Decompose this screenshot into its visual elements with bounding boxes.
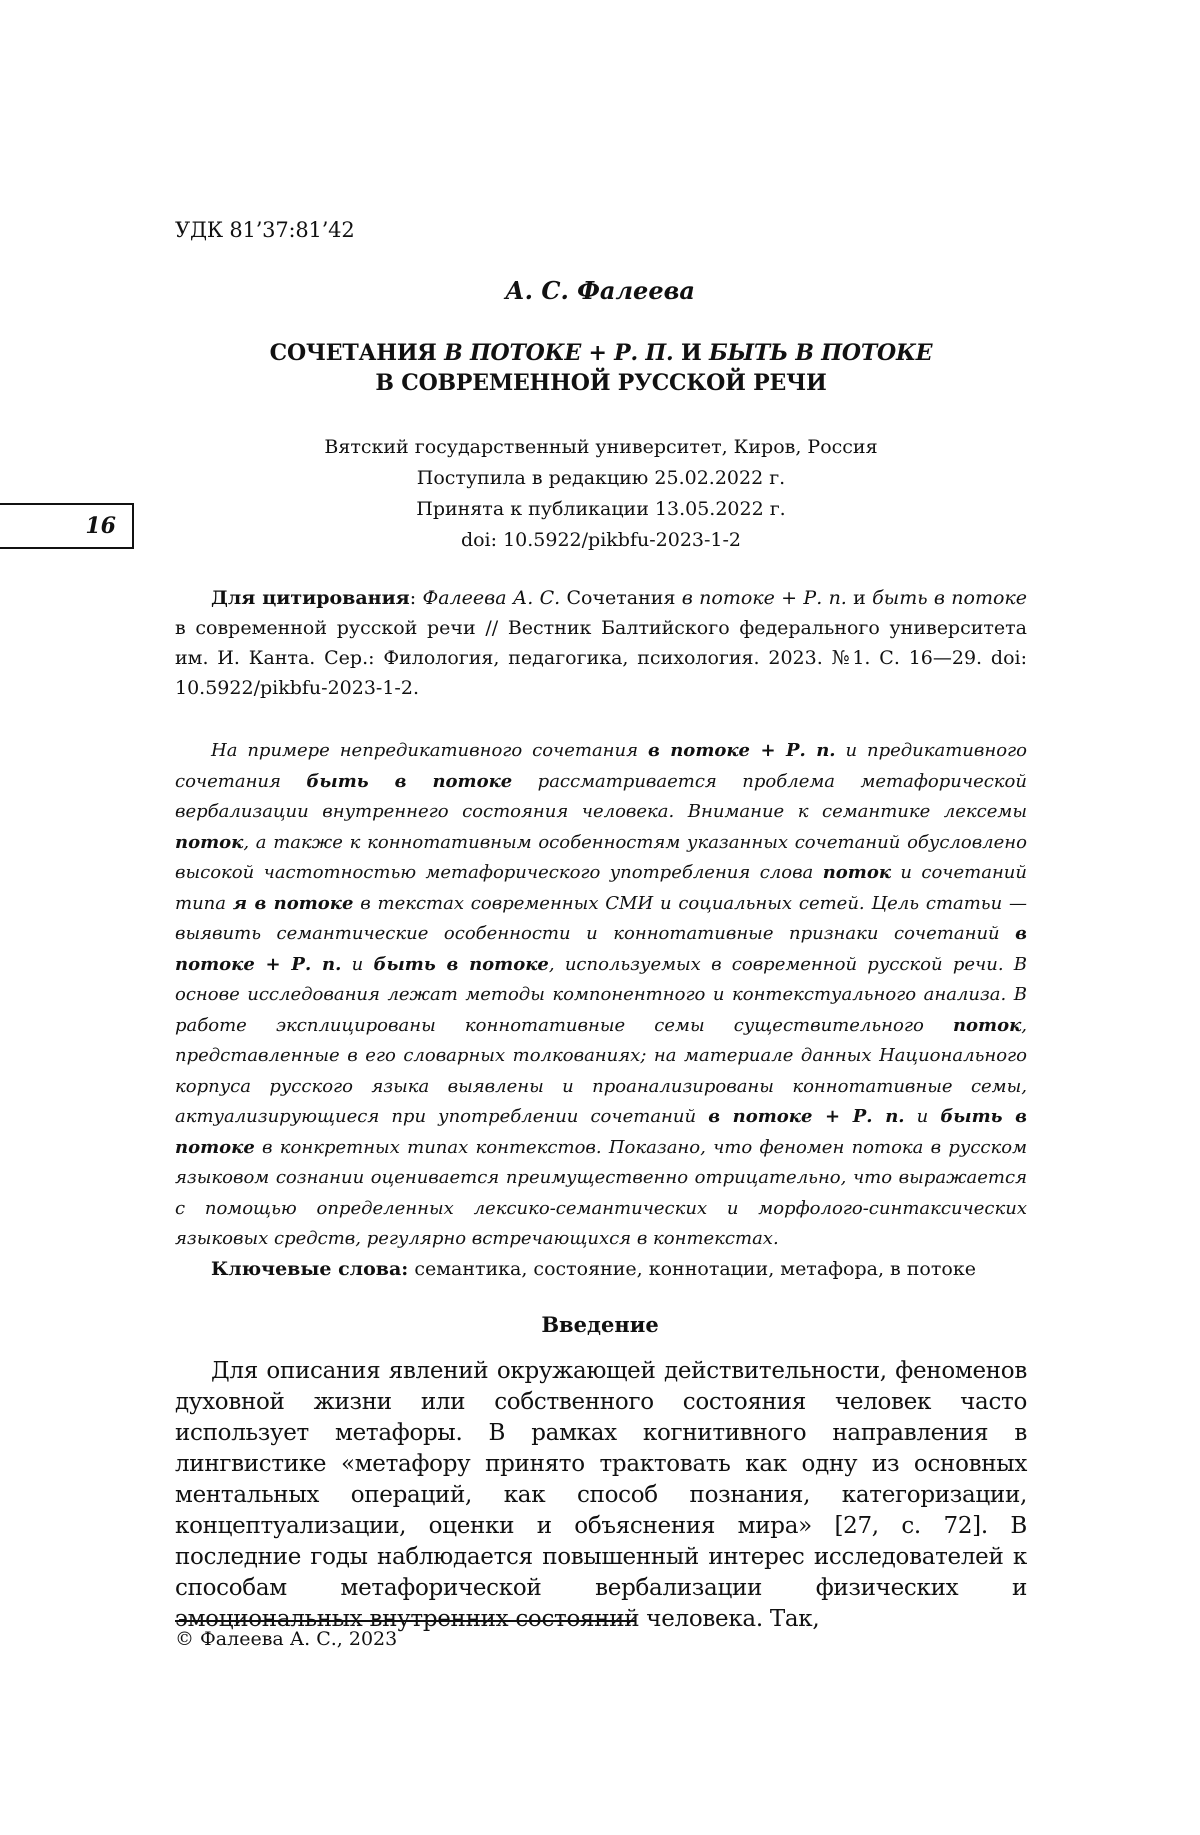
abstract-text: и сочетаний типа xyxy=(175,862,1027,914)
accepted-date: Принята к публикации 13.05.2022 г. xyxy=(416,498,786,520)
abstract-term: быть в потоке xyxy=(175,1106,1027,1158)
citation-term: быть в потоке xyxy=(872,587,1028,609)
title-part-italic: БЫТЬ В ПОТОКЕ xyxy=(709,340,933,366)
abstract-term: в потоке + Р. п. xyxy=(647,740,836,761)
abstract-text: в текстах современных СМИ и социальных сетей. Цель статьи — выявить семантические особенности и коннотативные признаки сочетаний xyxy=(175,892,1028,944)
abstract-term: поток xyxy=(175,831,244,853)
page-number-box xyxy=(0,503,134,549)
title-part-italic: В ПОТОКЕ + Р. П. xyxy=(444,340,674,366)
article-title xyxy=(175,338,1027,398)
abstract-text: , а также к коннотативным особенностям указанных сочетаний обусловлено высокой частотностью метафорического употребления слова xyxy=(175,831,1027,883)
abstract-text: и xyxy=(904,1106,941,1127)
intro-paragraph: Для описания явлений окружающей действительности, феноменов духовной жизни или собственного состояния человек часто использует метафоры. В рамках когнитивного направления в лингвистике «метафору принято трактовать как одну из основных ментальных операций, как способ познания, категоризации, концептуализации, оценки и объяснения мира» [27, с. 72]. В последние годы наблюдается повышенный интерес исследователей к способам метафорической вербализации физических и эмоциональных внутренних состояний человека. Так, xyxy=(175,1358,1027,1632)
abstract-text: рассматривается проблема метафорической вербализации внутреннего состояния человека. Внимание к семантике лексемы xyxy=(175,770,1027,822)
abstract-text: и xyxy=(341,953,374,975)
udk-code: УДК 81’37:81’42 xyxy=(175,218,355,242)
abstract-text: в конкретных типах контекстов. Показано, что феномен потока в русском языковом сознании оценивается преимущественно отрицательно, что выражается с помощью определенных лексико-семантических и морфолого-синтаксических языковых средств, регулярно встречающихся в контекстах. xyxy=(175,1136,1027,1249)
abstract-term: я в потоке xyxy=(232,892,354,914)
title-part: И xyxy=(673,340,709,366)
abstract-text: , используемых в современной русской речи. В основе исследования лежат методы компонентного и контекстуального анализа. В работе эксплицированы коннотативные семы существительного xyxy=(175,953,1027,1036)
citation-term: в потоке + Р. п. xyxy=(681,587,847,609)
section-heading: Введение xyxy=(541,1312,659,1337)
abstract-term: в потоке + Р. п. xyxy=(708,1106,905,1127)
keywords-text: семантика, состояние, коннотации, метафора, в потоке xyxy=(408,1258,976,1280)
abstract-text: и предикативного сочетания xyxy=(175,740,1027,792)
copyright-footnote: © Фалеева А. С., 2023 xyxy=(175,1628,398,1650)
keywords xyxy=(175,1254,1027,1284)
abstract xyxy=(175,736,1027,1255)
abstract-term: поток xyxy=(952,1014,1022,1036)
affiliation: Вятский государственный университет, Киров, Россия xyxy=(324,436,878,458)
citation-author: Фалеева А. С. xyxy=(422,587,561,609)
doi: doi: 10.5922/pikbfu-2023-1-2 xyxy=(460,529,742,551)
title-line-2: В СОВРЕМЕННОЙ РУССКОЙ РЕЧИ xyxy=(375,370,827,396)
received-date: Поступила в редакцию 25.02.2022 г. xyxy=(416,467,786,489)
citation-text: Сочетания xyxy=(560,587,682,609)
article-meta xyxy=(175,432,1027,556)
abstract-text: На примере непредикативного сочетания xyxy=(211,740,648,761)
abstract-term: быть в потоке xyxy=(306,770,513,792)
citation-label: Для цитирования xyxy=(211,587,410,609)
title-part: СОЧЕТАНИЯ xyxy=(269,340,445,366)
footnote-rule xyxy=(175,1620,635,1622)
abstract-text: , представленные в его словарных толкованиях; на материале данных Национального корпуса русского языка выявлены и проанализированы коннотативные семы, актуализирующиеся при употреблении сочетаний xyxy=(175,1014,1027,1127)
page-number: 16 xyxy=(85,513,116,539)
article-author: А. С. Фалеева xyxy=(505,276,695,305)
abstract-term: в потоке + Р. п. xyxy=(175,923,1027,975)
citation-paragraph xyxy=(175,583,1027,703)
citation-text: и xyxy=(846,587,873,609)
citation-text: в современной русской речи // Вестник Балтийского федерального университета им. И. Канта. Сер.: Филология, педагогика, психология. 2023. №1. С. 16—29. doi: 10.5922/pikbfu-2023-1-2. xyxy=(175,617,1027,699)
abstract-term: быть в потоке xyxy=(373,953,549,975)
abstract-term: поток xyxy=(822,862,892,883)
citation-colon: : xyxy=(409,587,423,609)
keywords-label: Ключевые слова: xyxy=(211,1258,409,1280)
